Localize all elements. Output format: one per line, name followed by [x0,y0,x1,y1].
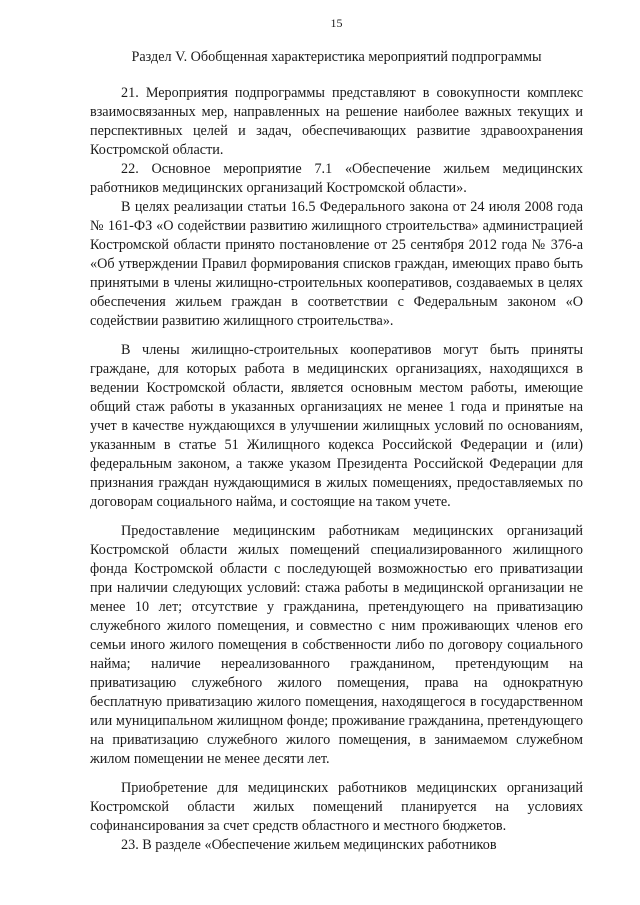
paragraph-housing-provision: Предоставление медицинским работникам медицинских организаций Костромской области жилых помещений специализированного жилищного фонда Костромской области с последующей возможностью его приватизации при наличии следующих условий: стажа работы в медицинской организации не менее 10 лет; отсутствие у гражданина, претендующего на приватизацию служебного жилого помещения, и совместно с ним проживающих членов его семьи иного жилого помещения в собственности либо по договору социального найма; наличие нереализованного гражданином, претендующим на приватизацию служебного жилого помещения, права на однократную бесплатную приватизацию жилого помещения, находящегося в государственном или муниципальном жилищном фонде; проживание гражданина, претендующего на приватизацию служебного жилого помещения, в занимаемом служебном жилом помещении не менее десяти лет. [90,523,583,767]
paragraph-22: 22. Основное мероприятие 7.1 «Обеспечение жильем медицинских работников медицинских организаций Костромской области». [90,161,583,196]
paragraph-acquisition: Приобретение для медицинских работников медицинских организаций Костромской области жилых помещений планируется на условиях софинансирования за счет средств областного и местного бюджетов. [90,780,583,834]
page-number: 15 [330,16,343,30]
paragraph-23: 23. В разделе «Обеспечение жильем медицинских работников [121,837,497,853]
section-title: Раздел V. Обобщенная характеристика мероприятий подпрограммы [131,49,542,65]
paragraph-21: 21. Мероприятия подпрограммы представляют в совокупности комплекс взаимосвязанных мер, направленных на решение наиболее важных текущих и перспективных целей и задач, обеспечивающих развитие здравоохранения Костромской области. [90,85,583,158]
paragraph-cooperative-members: В члены жилищно-строительных кооперативов могут быть приняты граждане, для которых работа в медицинских организациях, находящихся в ведении Костромской области, является основным местом работы, имеющие общий стаж работы в указанных организациях не менее 1 года и принятые на учет в качестве нуждающихся в улучшении жилищных условий по основаниям, указанным в статье 51 Жилищного кодекса Российской Федерации и (или) федеральным законом, а также указом Президента Российской Федерации для признания граждан нуждающимися в жилых помещениях, предоставляемых по договорам социального найма, и состоящие на таком учете. [90,342,583,510]
paragraph-law-implementation: В целях реализации статьи 16.5 Федерального закона от 24 июля 2008 года № 161-ФЗ «О содействии развитию жилищного строительства» администрацией Костромской области принято постановление от 25 сентября 2012 года № 376-а «Об утверждении Правил формирования списков граждан, имеющих право быть принятыми в члены жилищно-строительных кооперативов, создаваемых в целях обеспечения жильем граждан в соответствии с Федеральным законом «О содействии развитию жилищного строительства». [90,199,583,329]
